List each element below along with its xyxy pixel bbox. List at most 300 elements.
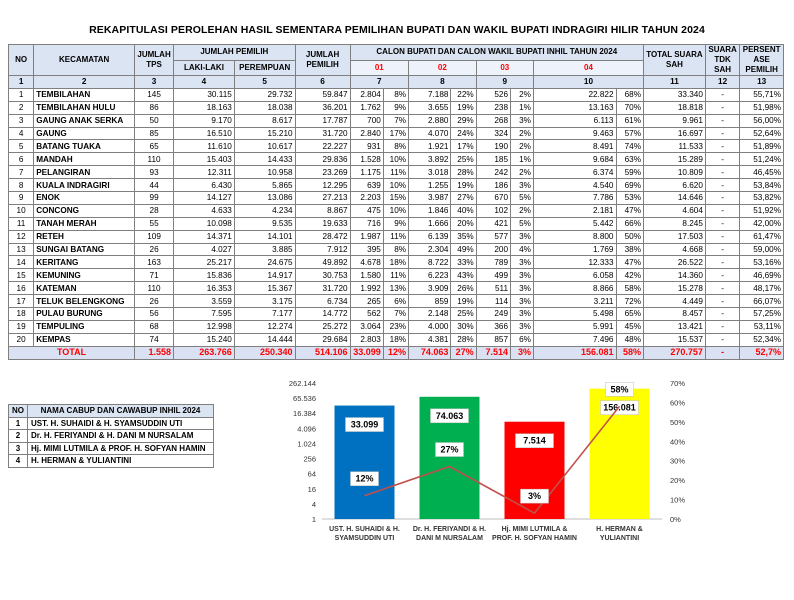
row-persentase: 53,16% <box>740 256 784 269</box>
row-persentase: 52,34% <box>740 333 784 346</box>
percentage-label: 27% <box>440 444 459 455</box>
row-cand1-pct: 8% <box>383 140 408 153</box>
row-cand4-votes: 12.333 <box>533 256 616 269</box>
row-tdk-sah: - <box>705 140 739 153</box>
header-jumlah-tps: JUMLAH TPS <box>135 45 174 76</box>
row-suara-sah: 4.449 <box>644 295 706 308</box>
row-persentase: 46,69% <box>740 269 784 282</box>
row-perempuan: 8.617 <box>234 114 295 127</box>
row-cand1-votes: 3.064 <box>350 320 383 333</box>
row-cand3-votes: 324 <box>476 127 510 140</box>
row-pemilih: 17.787 <box>295 114 350 127</box>
row-laki: 7.595 <box>174 308 235 321</box>
row-cand3-votes: 186 <box>476 179 510 192</box>
right-axis-tick-label: 10% <box>670 495 686 505</box>
row-pemilih: 22.227 <box>295 140 350 153</box>
row-pemilih: 28.472 <box>295 230 350 243</box>
row-cand1-votes: 716 <box>350 217 383 230</box>
row-cand4-votes: 3.211 <box>533 295 616 308</box>
total-cand1-pct: 12% <box>383 346 408 359</box>
row-cand3-votes: 499 <box>476 269 510 282</box>
row-persentase: 55,71% <box>740 88 784 101</box>
percentage-label: 58% <box>610 384 629 395</box>
row-no: 10 <box>9 204 34 217</box>
header-no: NO <box>9 45 34 76</box>
row-perempuan: 14.444 <box>234 333 295 346</box>
row-tdk-sah: - <box>705 243 739 256</box>
row-no: 1 <box>9 88 34 101</box>
row-cand4-votes: 22.822 <box>533 88 616 101</box>
row-tdk-sah: - <box>705 192 739 205</box>
row-cand2-votes: 1.846 <box>409 204 451 217</box>
row-cand4-votes: 9.463 <box>533 127 616 140</box>
table-row <box>9 88 784 101</box>
row-tdk-sah: - <box>705 333 739 346</box>
row-tps: 55 <box>135 217 174 230</box>
row-no: 2 <box>9 101 34 114</box>
left-axis-tick-label: 1.024 <box>297 439 316 449</box>
row-cand1-votes: 1.528 <box>350 153 383 166</box>
col-num: 6 <box>295 76 350 89</box>
row-cand4-votes: 2.181 <box>533 204 616 217</box>
row-cand2-pct: 30% <box>451 320 476 333</box>
row-cand1-votes: 700 <box>350 114 383 127</box>
row-tps: 26 <box>135 243 174 256</box>
row-kecamatan: KEMUNING <box>34 269 135 282</box>
header-perempuan: PEREMPUAN <box>234 60 295 76</box>
row-cand2-pct: 17% <box>451 140 476 153</box>
row-cand4-pct: 65% <box>616 308 644 321</box>
row-cand1-pct: 8% <box>383 243 408 256</box>
row-kecamatan: CONCONG <box>34 204 135 217</box>
table-row <box>9 308 784 321</box>
row-tdk-sah: - <box>705 153 739 166</box>
category-label: H. HERMAN & <box>596 526 643 533</box>
percentage-label: 3% <box>527 491 542 502</box>
row-cand4-pct: 68% <box>616 88 644 101</box>
row-cand4-votes: 1.769 <box>533 243 616 256</box>
row-cand2-pct: 19% <box>451 101 476 114</box>
header-cand-04: 04 <box>533 60 643 76</box>
row-no: 19 <box>9 320 34 333</box>
row-tps: 56 <box>135 308 174 321</box>
row-persentase: 56,00% <box>740 114 784 127</box>
total-suara-sah: 270.757 <box>644 346 706 359</box>
row-kecamatan: TEMPULING <box>34 320 135 333</box>
row-cand1-pct: 13% <box>383 282 408 295</box>
row-cand4-votes: 8.800 <box>533 230 616 243</box>
row-cand3-votes: 366 <box>476 320 510 333</box>
row-laki: 3.559 <box>174 295 235 308</box>
row-cand3-pct: 4% <box>511 243 534 256</box>
row-cand2-pct: 25% <box>451 153 476 166</box>
row-no: 15 <box>9 269 34 282</box>
row-cand1-votes: 2.803 <box>350 333 383 346</box>
row-persentase: 42,00% <box>740 217 784 230</box>
row-cand3-votes: 789 <box>476 256 510 269</box>
row-kecamatan: KERITANG <box>34 256 135 269</box>
row-perempuan: 9.535 <box>234 217 295 230</box>
row-laki: 16.353 <box>174 282 235 295</box>
row-cand2-votes: 6.139 <box>409 230 451 243</box>
row-cand1-pct: 8% <box>383 88 408 101</box>
row-cand3-votes: 185 <box>476 153 510 166</box>
results-table <box>8 44 784 360</box>
right-axis-tick-label: 20% <box>670 476 686 486</box>
row-cand2-votes: 3.892 <box>409 153 451 166</box>
row-tdk-sah: - <box>705 320 739 333</box>
legend-header-no: NO <box>9 405 28 418</box>
row-tdk-sah: - <box>705 166 739 179</box>
row-cand2-pct: 28% <box>451 333 476 346</box>
row-no: 11 <box>9 217 34 230</box>
row-kecamatan: KUALA INDRAGIRI <box>34 179 135 192</box>
row-cand3-votes: 421 <box>476 217 510 230</box>
row-tdk-sah: - <box>705 88 739 101</box>
row-cand1-votes: 1.987 <box>350 230 383 243</box>
row-kecamatan: SUNGAI BATANG <box>34 243 135 256</box>
row-kecamatan: GAUNG <box>34 127 135 140</box>
row-tdk-sah: - <box>705 295 739 308</box>
row-cand2-votes: 7.188 <box>409 88 451 101</box>
row-perempuan: 4.234 <box>234 204 295 217</box>
col-num: 12 <box>705 76 739 89</box>
row-cand3-votes: 238 <box>476 101 510 114</box>
legend-row <box>9 455 214 468</box>
table-row <box>9 217 784 230</box>
total-label: TOTAL <box>9 346 135 359</box>
row-cand2-votes: 4.000 <box>409 320 451 333</box>
legend-name: Dr. H. FERIYANDI & H. DANI M NURSALAM <box>28 430 214 443</box>
col-num: 9 <box>476 76 533 89</box>
row-cand4-votes: 8.866 <box>533 282 616 295</box>
header-cand-02: 02 <box>409 60 477 76</box>
row-tdk-sah: - <box>705 127 739 140</box>
row-pemilih: 23.269 <box>295 166 350 179</box>
table-row <box>9 179 784 192</box>
right-axis-tick-label: 70% <box>670 379 686 388</box>
row-cand2-votes: 2.880 <box>409 114 451 127</box>
row-laki: 14.371 <box>174 230 235 243</box>
row-no: 13 <box>9 243 34 256</box>
bar-value-label: 7.514 <box>523 435 546 446</box>
row-pemilih: 12.295 <box>295 179 350 192</box>
row-perempuan: 29.732 <box>234 88 295 101</box>
row-cand2-votes: 6.223 <box>409 269 451 282</box>
row-persentase: 51,24% <box>740 153 784 166</box>
row-suara-sah: 17.503 <box>644 230 706 243</box>
right-axis-tick-label: 60% <box>670 398 686 408</box>
row-tdk-sah: - <box>705 230 739 243</box>
row-cand1-votes: 1.992 <box>350 282 383 295</box>
header-cand-01: 01 <box>350 60 408 76</box>
row-cand4-votes: 5.442 <box>533 217 616 230</box>
row-cand1-votes: 562 <box>350 308 383 321</box>
row-persentase: 61,47% <box>740 230 784 243</box>
header-jumlah-pemilih: JUMLAH PEMILIH <box>174 45 296 61</box>
row-cand4-votes: 6.058 <box>533 269 616 282</box>
row-laki: 30.115 <box>174 88 235 101</box>
category-label: Hj. MIMI LUTMILA & <box>501 526 568 533</box>
row-cand1-pct: 18% <box>383 333 408 346</box>
legend-no: 3 <box>9 442 28 455</box>
row-cand3-pct: 2% <box>511 204 534 217</box>
row-cand2-votes: 8.722 <box>409 256 451 269</box>
header-total-suara-sah: TOTAL SUARA SAH <box>644 45 706 76</box>
row-cand4-pct: 59% <box>616 166 644 179</box>
row-suara-sah: 16.697 <box>644 127 706 140</box>
row-cand4-pct: 66% <box>616 217 644 230</box>
left-axis-tick-label: 256 <box>303 454 316 464</box>
header-suara-tdk-sah: SUARA TDK SAH <box>705 45 739 76</box>
row-cand3-votes: 114 <box>476 295 510 308</box>
category-label: YULIANTINI <box>599 535 640 542</box>
row-suara-sah: 15.537 <box>644 333 706 346</box>
header-kecamatan: KECAMATAN <box>34 45 135 76</box>
row-cand3-pct: 2% <box>511 88 534 101</box>
total-cand2-votes: 74.063 <box>409 346 451 359</box>
row-perempuan: 13.086 <box>234 192 295 205</box>
total-tps: 1.558 <box>135 346 174 359</box>
right-axis-tick-label: 30% <box>670 456 686 466</box>
table-row <box>9 320 784 333</box>
total-persentase: 52,7% <box>740 346 784 359</box>
row-no: 4 <box>9 127 34 140</box>
legend-no: 1 <box>9 417 28 430</box>
row-cand2-votes: 3.018 <box>409 166 451 179</box>
row-kecamatan: KATEMAN <box>34 282 135 295</box>
row-persentase: 48,17% <box>740 282 784 295</box>
row-cand1-pct: 9% <box>383 101 408 114</box>
row-cand1-pct: 11% <box>383 269 408 282</box>
page-title: REKAPITULASI PEROLEHAN HASIL SEMENTARA PEMILIHAN BUPATI DAN WAKIL BUPATI INDRAGIRI HILIR TAHUN 2024 <box>89 24 705 36</box>
row-cand2-votes: 3.655 <box>409 101 451 114</box>
row-tdk-sah: - <box>705 101 739 114</box>
row-no: 16 <box>9 282 34 295</box>
row-cand4-votes: 13.163 <box>533 101 616 114</box>
col-num: 3 <box>135 76 174 89</box>
row-cand2-pct: 20% <box>451 217 476 230</box>
row-pemilih: 7.912 <box>295 243 350 256</box>
row-cand1-votes: 395 <box>350 243 383 256</box>
row-cand2-votes: 4.070 <box>409 127 451 140</box>
left-axis-tick-label: 4.096 <box>297 424 316 434</box>
row-laki: 9.170 <box>174 114 235 127</box>
legend-name: UST. H. SUHAIDI & H. SYAMSUDDIN UTI <box>28 417 214 430</box>
row-cand2-pct: 29% <box>451 114 476 127</box>
row-pemilih: 49.892 <box>295 256 350 269</box>
row-cand1-pct: 7% <box>383 308 408 321</box>
row-cand4-pct: 70% <box>616 101 644 114</box>
left-axis-tick-label: 4 <box>311 499 316 509</box>
row-cand4-pct: 50% <box>616 230 644 243</box>
row-cand1-pct: 17% <box>383 127 408 140</box>
category-label: DANI M NURSALAM <box>416 535 483 542</box>
row-cand1-votes: 1.580 <box>350 269 383 282</box>
table-row <box>9 192 784 205</box>
col-num: 4 <box>174 76 235 89</box>
col-num: 2 <box>34 76 135 89</box>
row-kecamatan: PULAU BURUNG <box>34 308 135 321</box>
table-row <box>9 204 784 217</box>
row-kecamatan: MANDAH <box>34 153 135 166</box>
row-cand2-pct: 49% <box>451 243 476 256</box>
row-perempuan: 24.675 <box>234 256 295 269</box>
col-num: 7 <box>350 76 408 89</box>
legend-header-name: NAMA CABUP DAN CAWABUP INHIL 2024 <box>28 405 214 418</box>
row-cand3-pct: 1% <box>511 101 534 114</box>
table-row <box>9 256 784 269</box>
row-no: 7 <box>9 166 34 179</box>
row-tdk-sah: - <box>705 269 739 282</box>
legend-row <box>9 430 214 443</box>
row-persentase: 52,64% <box>740 127 784 140</box>
left-axis-tick-label: 16.384 <box>293 409 316 419</box>
row-tps: 163 <box>135 256 174 269</box>
row-tdk-sah: - <box>705 114 739 127</box>
row-tdk-sah: - <box>705 217 739 230</box>
row-cand4-pct: 63% <box>616 153 644 166</box>
row-pemilih: 31.720 <box>295 282 350 295</box>
table-row <box>9 153 784 166</box>
row-laki: 4.027 <box>174 243 235 256</box>
row-pemilih: 19.633 <box>295 217 350 230</box>
row-cand1-pct: 10% <box>383 204 408 217</box>
row-suara-sah: 11.533 <box>644 140 706 153</box>
row-cand2-votes: 859 <box>409 295 451 308</box>
row-cand2-votes: 1.255 <box>409 179 451 192</box>
row-kecamatan: RETEH <box>34 230 135 243</box>
row-perempuan: 14.433 <box>234 153 295 166</box>
row-pemilih: 6.734 <box>295 295 350 308</box>
total-cand1-votes: 33.099 <box>350 346 383 359</box>
row-cand4-votes: 5.991 <box>533 320 616 333</box>
row-cand2-pct: 19% <box>451 295 476 308</box>
row-cand4-votes: 7.786 <box>533 192 616 205</box>
total-pemilih: 514.106 <box>295 346 350 359</box>
total-perempuan: 250.340 <box>234 346 295 359</box>
header-jumlah-pemilih-total: JUMLAH PEMILIH <box>295 45 350 76</box>
row-pemilih: 29.684 <box>295 333 350 346</box>
candidate-legend-table <box>8 404 214 468</box>
row-persentase: 53,84% <box>740 179 784 192</box>
category-label: PROF. H. SOFYAN HAMIN <box>492 535 577 542</box>
row-persentase: 51,89% <box>740 140 784 153</box>
header-persentase: PERSENT ASE PEMILIH <box>740 45 784 76</box>
row-tps: 74 <box>135 333 174 346</box>
row-tdk-sah: - <box>705 256 739 269</box>
row-pemilih: 31.720 <box>295 127 350 140</box>
header-cand-03: 03 <box>476 60 533 76</box>
row-cand1-votes: 931 <box>350 140 383 153</box>
row-laki: 12.998 <box>174 320 235 333</box>
row-perempuan: 5.865 <box>234 179 295 192</box>
row-persentase: 66,07% <box>740 295 784 308</box>
row-tps: 86 <box>135 101 174 114</box>
row-cand2-pct: 28% <box>451 166 476 179</box>
col-num: 8 <box>409 76 477 89</box>
legend-no: 4 <box>9 455 28 468</box>
col-num: 11 <box>644 76 706 89</box>
row-tps: 28 <box>135 204 174 217</box>
row-suara-sah: 4.604 <box>644 204 706 217</box>
column-number-row <box>9 76 784 89</box>
row-persentase: 46,45% <box>740 166 784 179</box>
row-suara-sah: 13.421 <box>644 320 706 333</box>
row-cand3-votes: 857 <box>476 333 510 346</box>
row-cand4-pct: 45% <box>616 320 644 333</box>
row-cand1-votes: 2.804 <box>350 88 383 101</box>
row-cand2-votes: 1.666 <box>409 217 451 230</box>
row-cand2-pct: 24% <box>451 127 476 140</box>
category-label: Dr. H. FERIYANDI & H. <box>412 526 487 533</box>
right-axis-tick-label: 50% <box>670 417 686 427</box>
row-cand4-pct: 42% <box>616 269 644 282</box>
row-cand2-votes: 2.304 <box>409 243 451 256</box>
row-suara-sah: 8.457 <box>644 308 706 321</box>
row-kecamatan: ENOK <box>34 192 135 205</box>
row-cand2-votes: 3.987 <box>409 192 451 205</box>
table-row <box>9 101 784 114</box>
row-persentase: 59,00% <box>740 243 784 256</box>
row-cand3-votes: 670 <box>476 192 510 205</box>
row-laki: 4.633 <box>174 204 235 217</box>
row-cand3-votes: 200 <box>476 243 510 256</box>
table-row <box>9 114 784 127</box>
row-tps: 68 <box>135 320 174 333</box>
left-axis-tick-label: 1 <box>311 515 316 524</box>
total-row <box>9 346 784 359</box>
row-cand3-votes: 102 <box>476 204 510 217</box>
row-perempuan: 10.617 <box>234 140 295 153</box>
row-no: 20 <box>9 333 34 346</box>
row-cand4-pct: 47% <box>616 256 644 269</box>
row-cand1-votes: 2.840 <box>350 127 383 140</box>
row-cand1-pct: 10% <box>383 153 408 166</box>
left-axis-tick-label: 65.536 <box>293 394 316 404</box>
row-cand1-votes: 1.175 <box>350 166 383 179</box>
row-cand1-votes: 2.203 <box>350 192 383 205</box>
legend-row <box>9 442 214 455</box>
row-laki: 25.217 <box>174 256 235 269</box>
row-cand1-pct: 11% <box>383 166 408 179</box>
row-cand3-votes: 242 <box>476 166 510 179</box>
row-no: 18 <box>9 308 34 321</box>
row-laki: 12.311 <box>174 166 235 179</box>
row-cand4-pct: 47% <box>616 204 644 217</box>
table-row <box>9 127 784 140</box>
row-cand3-votes: 249 <box>476 308 510 321</box>
row-laki: 10.098 <box>174 217 235 230</box>
row-cand2-pct: 25% <box>451 308 476 321</box>
row-suara-sah: 33.340 <box>644 88 706 101</box>
row-suara-sah: 14.360 <box>644 269 706 282</box>
row-cand2-votes: 1.921 <box>409 140 451 153</box>
row-cand3-pct: 3% <box>511 230 534 243</box>
table-row <box>9 243 784 256</box>
row-laki: 11.610 <box>174 140 235 153</box>
row-cand1-votes: 4.678 <box>350 256 383 269</box>
row-pemilih: 14.772 <box>295 308 350 321</box>
left-axis-tick-label: 262.144 <box>288 379 316 388</box>
row-cand4-votes: 7.496 <box>533 333 616 346</box>
row-cand4-pct: 61% <box>616 114 644 127</box>
row-pemilih: 27.213 <box>295 192 350 205</box>
row-cand3-pct: 3% <box>511 282 534 295</box>
row-tps: 109 <box>135 230 174 243</box>
row-perempuan: 15.367 <box>234 282 295 295</box>
row-cand3-votes: 190 <box>476 140 510 153</box>
